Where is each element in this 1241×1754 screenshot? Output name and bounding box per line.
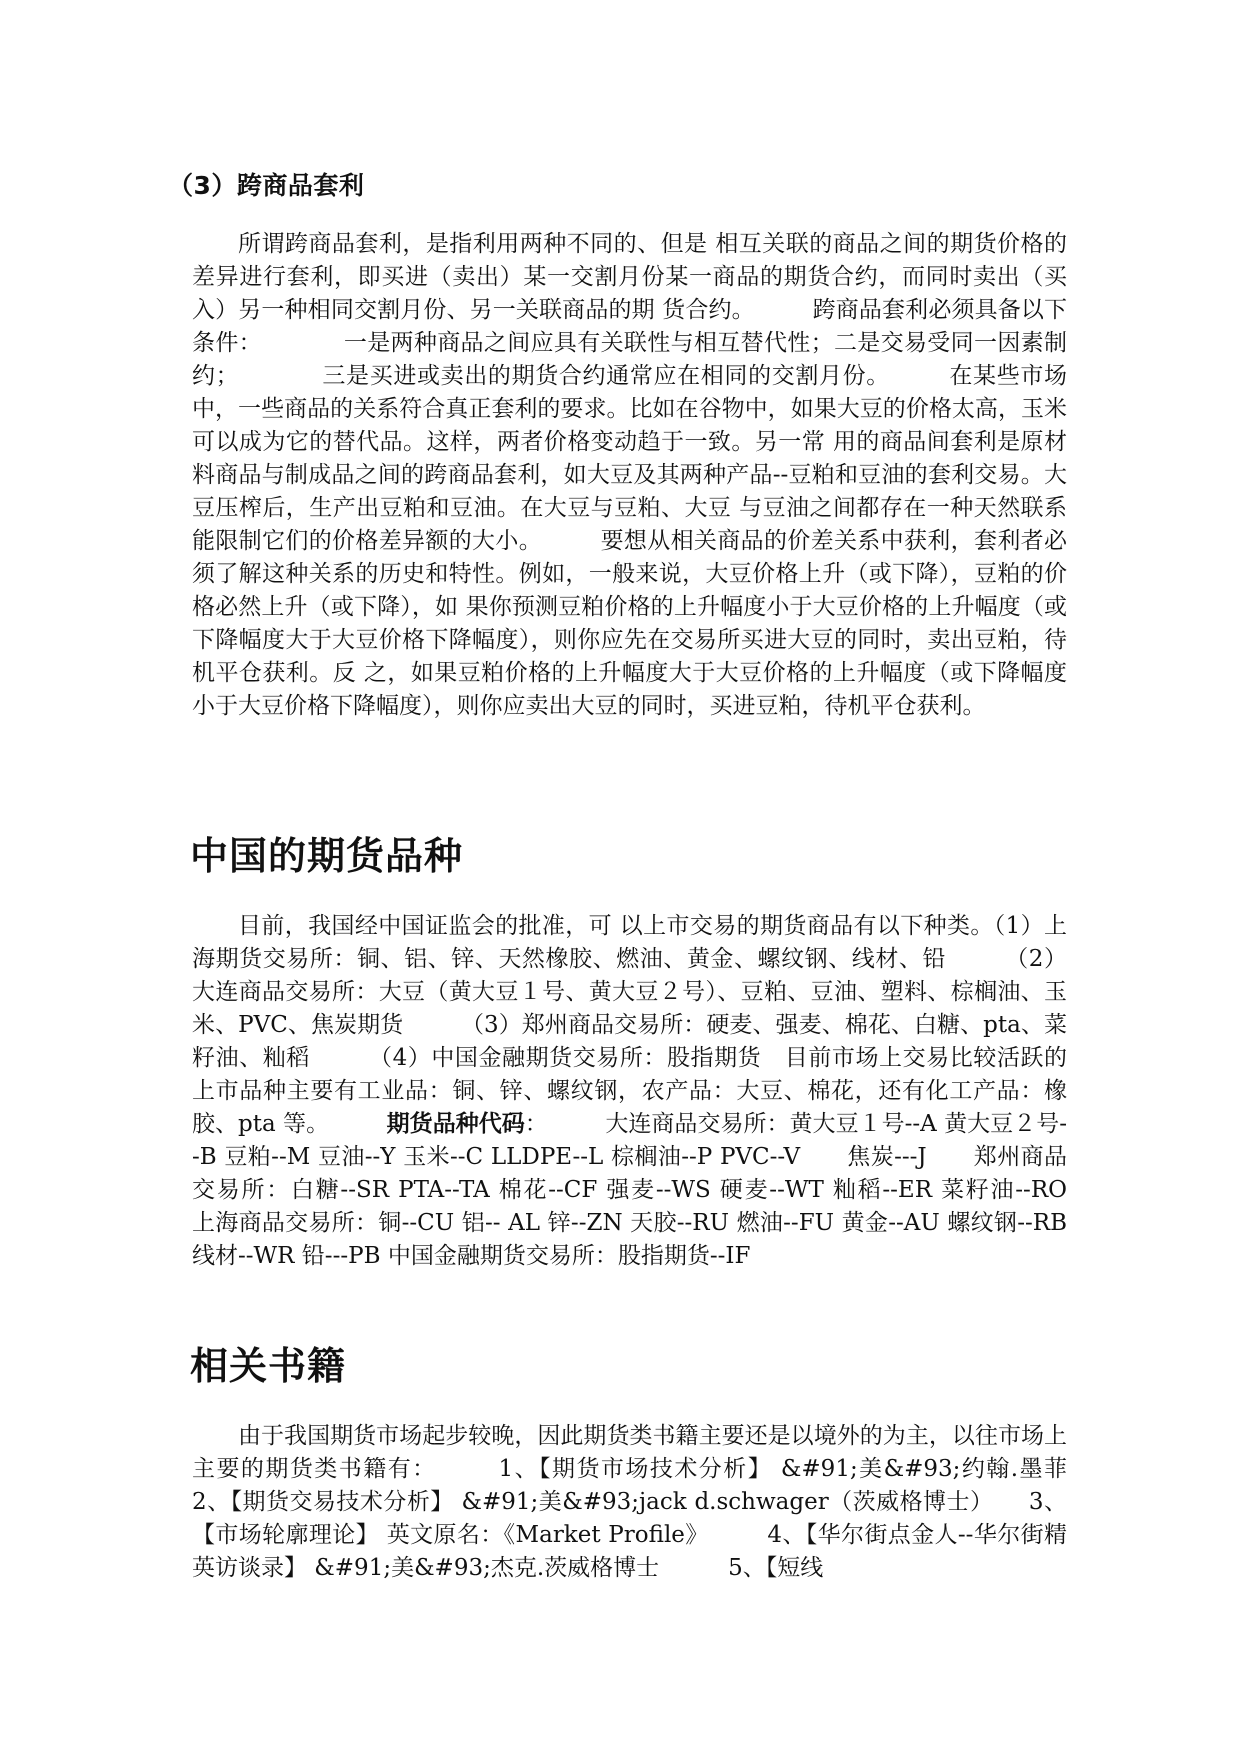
varieties-text-before: 目前，我国经中国证监会的批准，可 以上市交易的期货商品有以下种类。（1）上海期货交易所：铜、铝、锌、天然橡胶、燃油、黄金、螺纹钢、线材、铅 （2）大连商品交易所：大豆（黄大豆１号、黄大豆２号）、豆粕、豆油、塑料、棕榈油、玉米、PVC、焦炭期货 （3）郑州商品交易所：硬麦、强麦、棉花、白糖、pta、菜籽油、籼稻 （4）中国金融期货交易所：股指期货 目前市场上交易比较活跃的上市品种主要有工业品：铜、锌、螺纹钢，农产品：大豆、棉花，还有化工产品：橡胶、pta 等。 [192,913,1067,1137]
paragraph-related-books: 由于我国期货市场起步较晚，因此期货类书籍主要还是以境外的为主，以往市场上主要的期货类书籍有： 1、【期货市场技术分析】 &#91;美&#93;约翰.墨菲 2、【期货交易技术分析】 &#91;美&#93;jack d.schwager（茨威格博士） 3、【市场轮廓理论】 英文原名：《Market Profile》 4、【华尔街点金人--华尔街精英访谈录】 &#91;美&#93;杰克.茨威格博士 5、【短线 [192,1423,1113,1581]
paragraph-cross-commodity-arbitrage: 所谓跨商品套利，是指利用两种不同的、但是 相互关联的商品之间的期货价格的差异进行套利，即买进（卖出）某一交割月份某一商品的期货合约，而同时卖出（买入）另一种相同交割月份、另一关联商品的期 货合约。 跨商品套利必须具备以下条件： 一是两种商品之间应具有关联性与相互替代性；二是交易受同一因素制约； 三是买进或卖出的期货合约通常应在相同的交割月份。 在某些市场中，一些商品的关系符合真正套利的要求。比如在谷物中，如果大豆的价格太高，玉米可以成为它的替代品。这样，两者价格变动趋于一致。另一常 用的商品间套利是原材料商品与制成品之间的跨商品套利，如大豆及其两种产品--豆粕和豆油的套利交易。大豆压榨后，生产出豆粕和豆油。在大豆与豆粕、大豆 与豆油之间都存在一种天然联系能限制它们的价格差异额的大小。 要想从相关商品的价差关系中获利，套利者必须了解这种关系的历史和特性。例如，一般来说，大豆价格上升（或下降），豆粕的价格必然上升（或下降），如 果你预测豆粕价格的上升幅度小于大豆价格的上升幅度（或下降幅度大于大豆价格下降幅度），则你应先在交易所买进大豆的同时，卖出豆粕，待机平仓获利。反 之，如果豆粕价格的上升幅度大于大豆价格的上升幅度（或下降幅度小于大豆价格下降幅度），则你应卖出大豆的同时，买进豆粕，待机平仓获利。 [192,231,1067,719]
section-heading-related-books: 相关书籍 [190,1344,347,1388]
varieties-text-after: ： 大连商品交易所：黄大豆１号--A 黄大豆２号--B 豆粕--M 豆油--Y 玉米--C LLDPE--L 棕榈油--P PVC--V 焦炭---J 郑州商品交易所：白糖--SR PTA--TA 棉花--CF 强麦--WS 硬麦--WT 籼稻--ER 菜籽油--RO 上海商品交易所：铜--CU 铝-- AL 锌--ZN 天胶--RU 燃油--FU 黄金--AU 螺纹钢--RB 线材--WR 铅---PB 中国金融期货交易所：股指期货--IF [192,1111,1136,1269]
futures-code-label: 期货品种代码 [386,1111,525,1137]
section-heading-futures-varieties: 中国的期货品种 [190,834,464,878]
section-heading-cross-commodity-arbitrage: （3）跨商品套利 [168,171,365,200]
paragraph-futures-varieties [192,910,1136,1273]
